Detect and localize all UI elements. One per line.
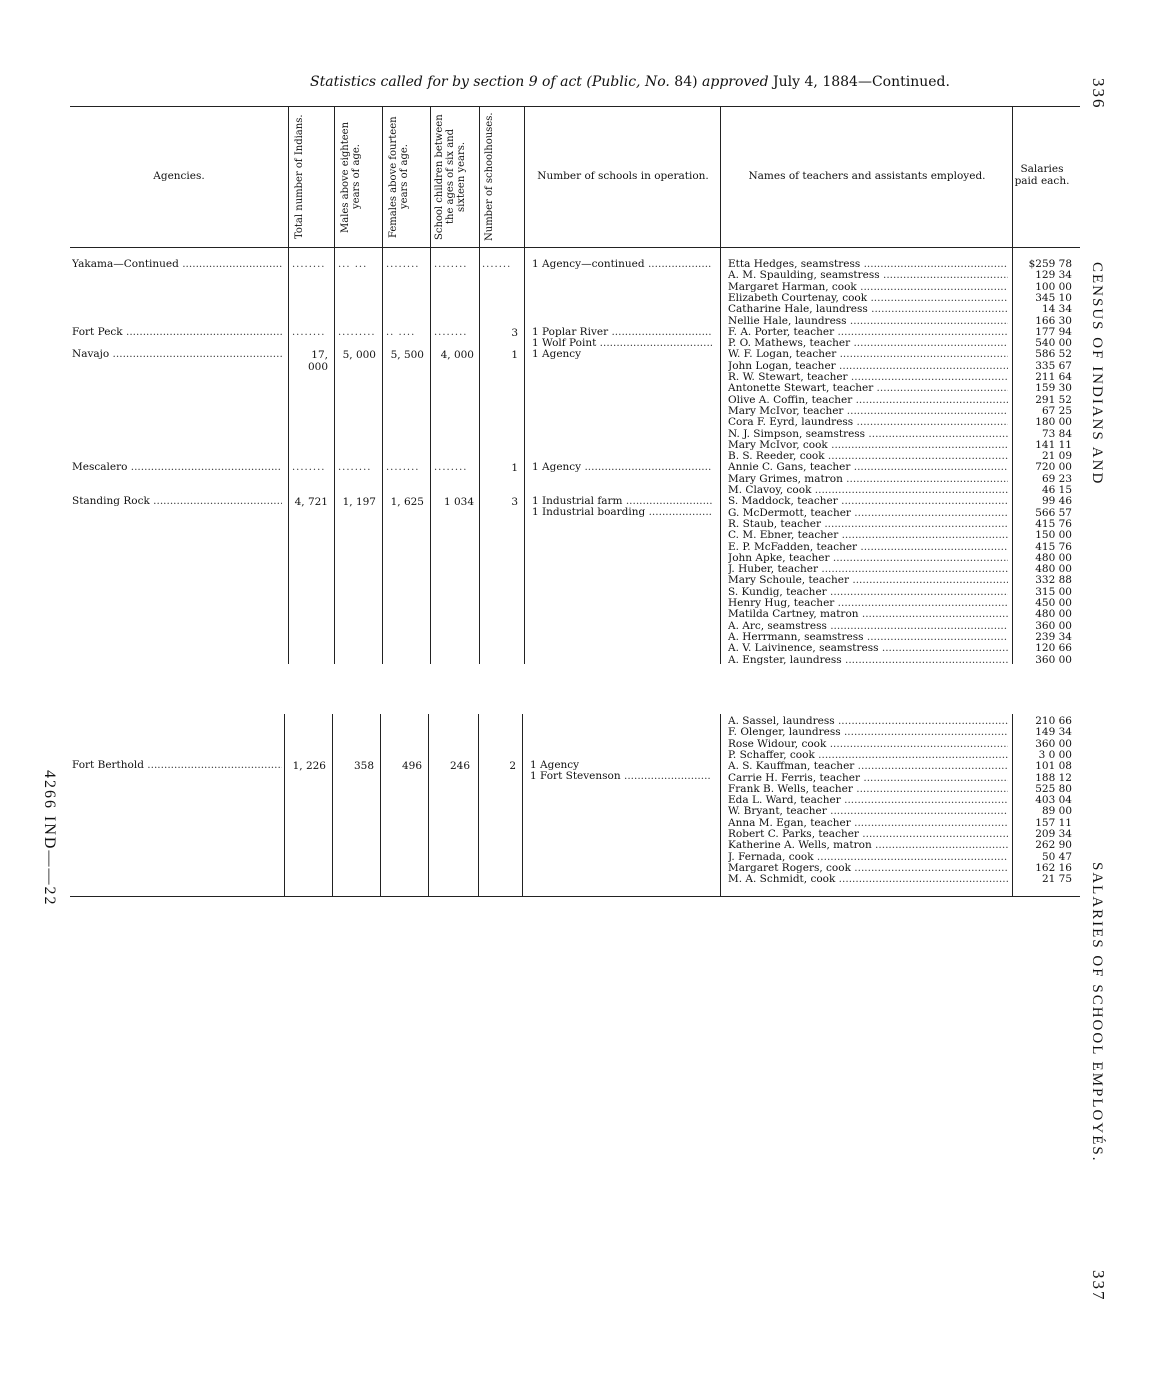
school-entry: 1 Industrial farm ..... (532, 496, 712, 507)
salary-value: 415 76 (1035, 540, 1072, 553)
salary-value: 150 00 (1035, 529, 1072, 542)
col-sep (522, 714, 523, 896)
salary-value: 586 52 (1035, 348, 1072, 361)
teacher-name: F. Olenger, laundress ..... (728, 727, 1008, 738)
total-value: 17, 000 (307, 349, 328, 373)
col-sep (284, 714, 285, 896)
agency-name: Navajo ..... (72, 349, 282, 360)
teacher-name: A. Herrmann, seamstress ..... (728, 632, 1008, 643)
empty-cell: ........ (292, 259, 326, 270)
teacher-name: S. Maddock, teacher ..... (728, 496, 1008, 507)
signature-mark: 4266 IND——22 (41, 770, 58, 907)
col-sep (720, 714, 721, 896)
empty-cell: ........ (292, 327, 326, 338)
teacher-name: A. S. Kauffman, teacher ..... (728, 761, 1008, 772)
salary-value: 210 66 (1035, 715, 1072, 727)
houses-value: 3 (511, 496, 518, 508)
salary-value: 73 84 (1041, 427, 1072, 440)
teacher-name: W. Bryant, teacher ..... (728, 806, 1008, 817)
salary-value: 46 15 (1041, 484, 1072, 496)
header-females: Females above fourteen years of age. (388, 116, 410, 238)
teacher-name: R. W. Stewart, teacher ..... (728, 372, 1008, 383)
teacher-name: Etta Hedges, seamstress ..... (728, 259, 1008, 270)
teacher-name: C. M. Ebner, teacher ..... (728, 530, 1008, 541)
school-entry: 1 Agency—continued ..... (532, 259, 712, 270)
salary-value: 415 76 (1035, 517, 1072, 530)
teacher-name: Frank B. Wells, teacher ..... (728, 784, 1008, 795)
col-sep (334, 106, 335, 664)
empty-cell: ........ (434, 462, 468, 473)
col-sep (288, 106, 289, 664)
teacher-name: N. J. Simpson, seamstress ..... (728, 429, 1008, 440)
salary-value: 159 30 (1035, 382, 1072, 395)
school-entry: 1 Agency (530, 759, 580, 771)
children-value: 1 034 (443, 496, 474, 508)
agency-name: Yakama—Continued ..... (72, 259, 282, 270)
empty-cell: ........ (434, 327, 468, 338)
teacher-name: P. O. Mathews, teacher ..... (728, 338, 1008, 349)
page-number-bottom: 337 (1089, 1270, 1108, 1302)
total-value: 1, 226 (292, 760, 326, 772)
salary-value: 67 25 (1041, 404, 1072, 417)
houses-value: 3 (511, 327, 518, 339)
salary-value: 540 00 (1035, 337, 1072, 350)
teacher-name: W. F. Logan, teacher ..... (728, 349, 1008, 360)
salary-value: 69 23 (1041, 472, 1072, 485)
salary-value: 291 52 (1035, 393, 1072, 406)
agency-name: Fort Peck ..... (72, 327, 282, 338)
col-sep (430, 106, 431, 664)
teacher-name: Antonette Stewart, teacher ..... (728, 383, 1008, 394)
females-value: 1, 625 (390, 496, 424, 508)
teacher-name: Rose Widour, cook ..... (728, 739, 1008, 750)
teacher-name: Margaret Rogers, cook ..... (728, 863, 1008, 874)
salary-value: 3 0 00 (1038, 748, 1072, 761)
salary-value: 157 11 (1035, 816, 1072, 829)
col-sep (479, 106, 480, 664)
table-top-rule (70, 106, 1080, 107)
teacher-name: Margaret Harman, cook ..... (728, 282, 1008, 293)
empty-cell: ....... (482, 259, 512, 270)
salary-value: 566 57 (1035, 506, 1072, 519)
houses-value: 2 (509, 760, 516, 772)
header-males: Males above eighteen years of age. (340, 121, 362, 233)
agency-name: Standing Rock ..... (72, 496, 282, 507)
header-bottom-rule (70, 247, 1080, 248)
header-salaries: Salaries paid each. (1014, 163, 1070, 187)
salary-value: 188 12 (1035, 771, 1072, 784)
salary-value: 50 47 (1041, 850, 1072, 863)
teacher-name: Mary Schoule, teacher ..... (728, 575, 1008, 586)
page-title: Statistics called for by section 9 of act (Public, No. 84) approved July 4, 1884—Continued. (310, 74, 950, 90)
col-sep (332, 714, 333, 896)
school-entry: 1 Agency (532, 348, 582, 360)
salary-value: 360 00 (1035, 737, 1072, 750)
empty-cell: ........ (292, 462, 326, 473)
teacher-name: P. Schaffer, cook ..... (728, 750, 1008, 761)
salary-value: 332 88 (1035, 574, 1072, 587)
header-schools: Number of schools in operation. (537, 170, 709, 182)
teacher-name: Mary McIvor, cook ..... (728, 440, 1008, 451)
salary-value: 480 00 (1035, 563, 1072, 576)
teacher-name: Annie C. Gans, teacher ..... (728, 462, 1008, 473)
school-entry: 1 Wolf Point ..... (532, 338, 712, 349)
teacher-name: Elizabeth Courtenay, cook ..... (728, 293, 1008, 304)
teacher-name: Mary McIvor, teacher ..... (728, 406, 1008, 417)
header-agencies: Agencies. (153, 170, 205, 182)
teacher-name: Cora F. Eyrd, laundress ..... (728, 417, 1008, 428)
salary-value: 525 80 (1035, 782, 1072, 795)
teacher-name: E. P. McFadden, teacher ..... (728, 542, 1008, 553)
school-entry: 1 Agency ..... (532, 462, 712, 473)
teacher-name: Nellie Hale, laundress ..... (728, 316, 1008, 327)
salary-value: 345 10 (1035, 291, 1072, 304)
agency-name: Mescalero ..... (72, 462, 282, 473)
teacher-name: Mary Grimes, matron ..... (728, 474, 1008, 485)
teacher-name: Matilda Cartney, matron ..... (728, 609, 1008, 620)
salary-value: 403 04 (1035, 794, 1072, 807)
side-title-bottom: SALARIES OF SCHOOL EMPLOYÉS. (1089, 862, 1105, 1163)
teacher-name: J. Huber, teacher ..... (728, 564, 1008, 575)
empty-cell: ........ (386, 462, 420, 473)
salary-value: 480 00 (1035, 551, 1072, 564)
teacher-name: Eda L. Ward, teacher ..... (728, 795, 1008, 806)
salary-value: 21 09 (1041, 450, 1072, 463)
page-number-top: 336 (1089, 78, 1108, 110)
teacher-name: John Apke, teacher ..... (728, 553, 1008, 564)
teacher-name: M. A. Schmidt, cook ..... (728, 874, 1008, 885)
children-value: 4, 000 (440, 349, 474, 361)
empty-cell: ......... (338, 327, 376, 338)
empty-cell: ........ (434, 259, 468, 270)
side-title-top: CENSUS OF INDIANS AND (1089, 262, 1105, 486)
col-sep (382, 106, 383, 664)
salary-value: 335 67 (1035, 359, 1072, 372)
teacher-name: R. Staub, teacher ..... (728, 519, 1008, 530)
teacher-name: J. Fernada, cook ..... (728, 852, 1008, 863)
empty-cell: ... ... (338, 259, 368, 270)
houses-value: 1 (511, 462, 518, 474)
teacher-name: Katherine A. Wells, matron ..... (728, 840, 1008, 851)
teacher-name: A. M. Spaulding, seamstress ..... (728, 270, 1008, 281)
salary-value: 141 11 (1035, 438, 1072, 451)
salary-value: 450 00 (1035, 597, 1072, 609)
salary-value: 149 34 (1035, 726, 1072, 739)
teacher-name: Anna M. Egan, teacher ..... (728, 818, 1008, 829)
salary-value: 177 94 (1035, 325, 1072, 338)
salary-value: 209 34 (1035, 828, 1072, 840)
salary-value: 262 90 (1035, 839, 1072, 852)
teacher-name: A. V. Laivinence, seamstress ..... (728, 643, 1008, 654)
teacher-name: G. McDermott, teacher ..... (728, 508, 1008, 519)
salary-value: 100 00 (1035, 280, 1072, 293)
empty-cell: .. .... (386, 327, 416, 338)
females-value: 5, 500 (390, 349, 424, 361)
empty-cell: ........ (338, 462, 372, 473)
table-bottom-rule (70, 896, 1080, 897)
header-children: School children between the ages of six and sixteen years. (434, 114, 467, 240)
col-sep (478, 714, 479, 896)
col-sep (428, 714, 429, 896)
col-sep (1012, 714, 1013, 896)
children-value: 246 (449, 760, 470, 772)
salary-value: 180 00 (1035, 416, 1072, 429)
females-value: 496 (401, 760, 422, 772)
salary-value: 89 00 (1041, 805, 1072, 818)
school-entry: 1 Fort Stevenson ..... (530, 771, 710, 782)
salary-value: 360 00 (1035, 619, 1072, 632)
teacher-name: Robert C. Parks, teacher ..... (728, 829, 1008, 840)
salary-value: 120 66 (1035, 642, 1072, 655)
teacher-name: A. Sassel, laundress ..... (728, 716, 1008, 727)
teacher-name: Olive A. Coffin, teacher ..... (728, 395, 1008, 406)
header-teachers: Names of teachers and assistants employed. (748, 170, 986, 182)
teacher-name: Carrie H. Ferris, teacher ..... (728, 773, 1008, 784)
salary-value: 315 00 (1035, 585, 1072, 598)
salary-value: 101 08 (1035, 760, 1072, 773)
teacher-name: A. Arc, seamstress ..... (728, 621, 1008, 632)
teacher-name: Catharine Hale, laundress ..... (728, 304, 1008, 315)
males-value: 1, 197 (342, 496, 376, 508)
teacher-name: S. Kundig, teacher ..... (728, 587, 1008, 598)
salary-value: 720 00 (1035, 461, 1072, 474)
salary-value: 99 46 (1041, 495, 1072, 508)
header-schoolhouses: Number of schoolhouses. (484, 112, 495, 242)
col-sep (1012, 106, 1013, 664)
houses-value: 1 (511, 349, 518, 361)
header-total: Total number of Indians. (294, 114, 305, 240)
teacher-name: M. Clavoy, cook ..... (728, 485, 1008, 496)
agency-name: Fort Berthold ..... (72, 760, 282, 771)
males-value: 358 (353, 760, 374, 772)
empty-cell: ........ (386, 259, 420, 270)
total-value: 4, 721 (294, 496, 328, 508)
salary-value: 480 00 (1035, 608, 1072, 621)
school-entry: 1 Poplar River ..... (532, 327, 712, 338)
salary-value: 21 75 (1041, 873, 1072, 886)
males-value: 5, 000 (342, 349, 376, 361)
salary-value: $259 78 (1028, 258, 1072, 270)
salary-value: 14 34 (1041, 303, 1072, 316)
salary-value: 239 34 (1035, 630, 1072, 643)
teacher-name: A. Engster, laundress ..... (728, 655, 1008, 666)
salary-value: 360 00 (1035, 653, 1072, 666)
salary-value: 166 30 (1035, 314, 1072, 327)
teacher-name: Henry Hug, teacher ..... (728, 598, 1008, 609)
col-sep (524, 106, 525, 664)
col-sep (720, 106, 721, 664)
salary-value: 211 64 (1035, 371, 1072, 383)
salary-value: 129 34 (1035, 269, 1072, 282)
teacher-name: F. A. Porter, teacher ..... (728, 327, 1008, 338)
salary-value: 162 16 (1035, 861, 1072, 874)
col-sep (380, 714, 381, 896)
school-entry: 1 Industrial boarding ..... (532, 507, 712, 518)
teacher-name: John Logan, teacher ..... (728, 361, 1008, 372)
teacher-name: B. S. Reeder, cook ..... (728, 451, 1008, 462)
